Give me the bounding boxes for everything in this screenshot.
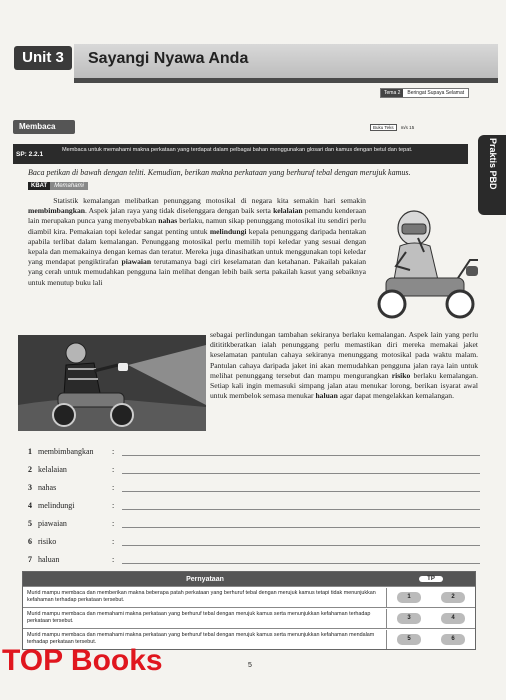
answer-line[interactable] — [122, 481, 480, 492]
side-tab-label: Praktis PBD — [488, 138, 498, 190]
night-rider-illustration — [18, 335, 206, 431]
passage-paragraph-1: Statistik kemalangan melibatkan penunggang motosikal di negara kita semakin hari semakin membimbangkan. Aspek jalan raya yang tidak diselenggara dengan baik serta kelalaian pemandu kenderaan lain merupakan punca yang menyebabkan nahas berlaku, namun sikap penunggang motosikal itu sendiri perlu diambil kira. Pemakaian topi keledar sangat penting untuk melindungi kepala penunggang daripada hentakan apabila terlibat dalam kemalangan. Penunggang motosikal perlu memilih topi keledar yang sesuai dengan kepala dan memakainya dengan kemas dan teratur. Mereka juga dinasihatkan untuk menggunakan topi keledar yang mendapat pengiktirafan piawaian terutamanya bagi ciri keselamatan dan ketahanan. Pakailah pakaian yang cerah untuk memudahkan pengguna lain melihat dengan lebih baik serta pakailah kasut yang sebaiknya untuk menutup buku lali — [28, 196, 366, 287]
vocab-row: 5 piawaian : — [28, 512, 480, 528]
keyword-piawaian: piawaian — [121, 257, 152, 267]
table-row: Murid mampu membaca dan memahami makna perkataan yang berhuruf tebal dengan merujuk kamus serta menunjukkan kefahaman mendalam terhadap perkataan tersebut. 5 6 — [23, 628, 475, 649]
vocab-row: 3 nahas : — [28, 476, 480, 492]
keyword-membimbangkan: membimbangkan — [28, 206, 85, 216]
level-badge[interactable]: 2 — [441, 592, 465, 603]
vocab-row: 6 risiko : — [28, 530, 480, 546]
tema-tag — [380, 88, 469, 98]
level-badge[interactable]: 4 — [441, 613, 465, 624]
vocab-row: 1 membimbangkan : — [28, 440, 480, 456]
vocab-row: 2 kelalaian : — [28, 458, 480, 474]
answer-line[interactable] — [122, 535, 480, 546]
answer-line[interactable] — [122, 445, 480, 456]
unit-label: Unit 3 — [14, 46, 72, 70]
section-label: Membaca — [13, 120, 75, 134]
assessment-table — [22, 571, 476, 650]
page-number: 5 — [248, 662, 252, 669]
helmet-rider-illustration — [366, 200, 484, 322]
vocab-row: 7 haluan : — [28, 548, 480, 564]
kbat-tag — [28, 182, 88, 190]
keyword-haluan: haluan — [315, 391, 338, 401]
table-row: Murid mampu membaca dan memahami makna perkataan yang berhuruf tebal dengan merujuk kamus serta menunjukkan kefahaman terhadap perkataan tersebut. 3 4 — [23, 607, 475, 628]
level-badge[interactable]: 1 — [397, 592, 421, 603]
answer-line[interactable] — [122, 499, 480, 510]
page-title: Sayangi Nyawa Anda — [88, 50, 249, 67]
tema-text: Beringat Supaya Selamat — [407, 90, 465, 96]
table-header: Pernyataan TP — [23, 572, 475, 586]
level-badge[interactable]: 5 — [397, 634, 421, 645]
answer-line[interactable] — [122, 517, 480, 528]
level-badge[interactable]: 6 — [441, 634, 465, 645]
textbook-reference — [370, 124, 414, 131]
kbat-label: KBAT — [28, 182, 50, 190]
answer-line[interactable] — [122, 463, 480, 474]
standard-code: SP: 2.2.1 — [16, 151, 44, 158]
answer-line[interactable] — [122, 553, 480, 564]
keyword-nahas: nahas — [158, 216, 178, 226]
kbat-skill: Memahami — [50, 182, 88, 190]
textbook-label: Buku Teks — [370, 124, 397, 131]
textbook-page: m/s 15 — [400, 125, 415, 130]
keyword-kelalaian: kelalaian — [273, 206, 303, 216]
passage-paragraph-2: sebagai perlindungan tambahan sekiranya berlaku kemalangan. Aspek lain yang perlu ditititkberatkan ialah penunggang perlu memastikan diri mereka memakai jaket keselamatan pantulan cahaya sekiranya menunggang motosikal pada waktu malam. Pantulan cahaya daripada jaket ini akan memudahkan pengguna jalan raya lain untuk melihat penunggang tersebut dan mampu mengurangkan risiko berlaku kemalangan. Setiap kali ingin memasuki simpang jalan atau menukar lorong, berikan isyarat awal untuk membelok semasa menukar haluan agar dapat mengelakkan kemalangan. — [210, 330, 478, 401]
tp-label: TP — [419, 576, 443, 582]
level-badge[interactable]: 3 — [397, 613, 421, 624]
instruction: Baca petikan di bawah dengan teliti. Kemudian, berikan makna perkataan yang berhuruf tebal dengan merujuk kamus. — [28, 168, 411, 177]
vocab-row: 4 melindungi : — [28, 494, 480, 510]
keyword-melindungi: melindungi — [209, 226, 247, 236]
publisher-logo: TOP Books — [2, 644, 163, 677]
table-row: Murid mampu membaca dan memberikan makna beberapa patah perkataan yang berhuruf tebal dengan merujuk kamus tetapi tidak menunjukkan kefahaman terhadap perkataan tersebut. 1 2 — [23, 586, 475, 607]
tema-number: Tema 2 — [381, 89, 403, 97]
standard-text: Membaca untuk memahami makna perkataan yang terdapat dalam pelbagai bahan menggunakan glosari dan kamus dengan betul dan tepat. — [62, 147, 413, 153]
keyword-risiko: risiko — [391, 370, 411, 380]
